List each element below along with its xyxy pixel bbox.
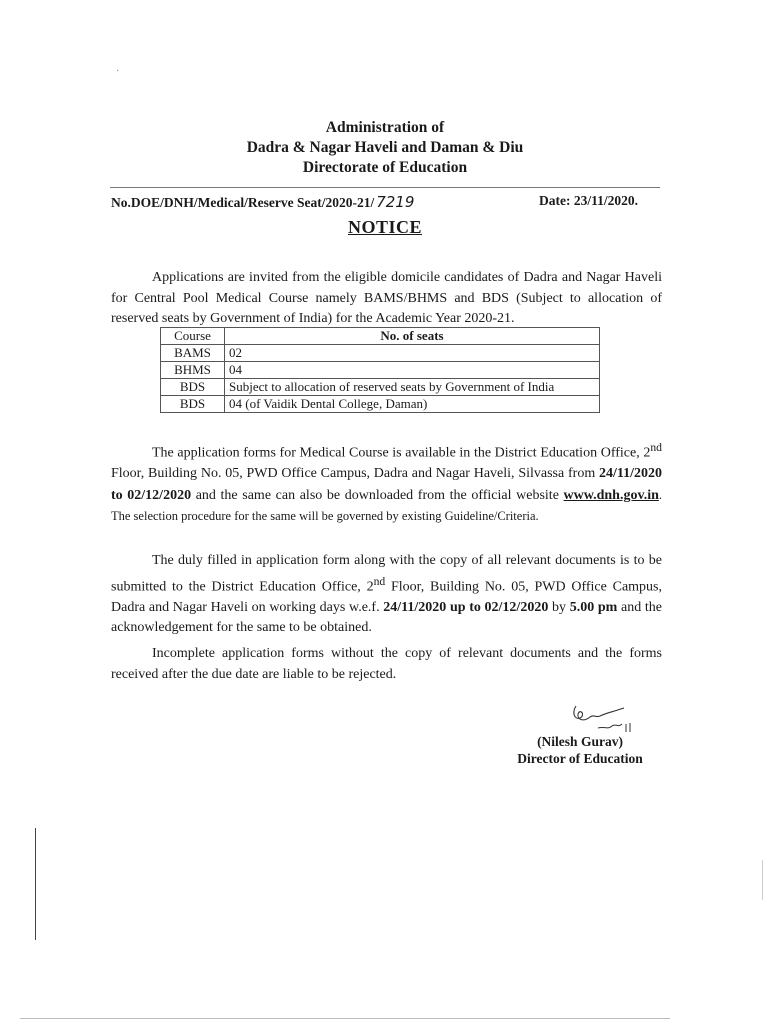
table-row [161,379,600,396]
website-link[interactable]: www.dnh.gov.in [563,487,659,503]
notice-title: NOTICE [347,217,422,237]
table-cell-seats: Subject to allocation of reserved seats by Government of India [225,379,600,396]
table-header-row [161,328,600,345]
signatory-block [510,733,650,767]
seats-table [160,327,600,413]
scan-edge-mark [35,828,36,940]
table-header-course: Course [161,328,225,345]
scan-edge-mark-right [762,860,763,900]
header-line-1: Administration of [325,119,445,136]
table-cell-seats: 04 [225,362,600,379]
scan-bottom-edge [20,1018,670,1019]
letterhead [0,118,770,178]
table-cell-course: BHMS [161,362,225,379]
para3-text-2: Floor, Building No. 05, PWD Office Campus, Dadra and Nagar Haveli on working days w.e.f. [111,579,662,615]
scan-speck: · [116,66,120,77]
paragraph-rejection: Incomplete application forms without the copy of relevant documents and the forms received after the due date are liable to be rejected. [111,646,662,682]
table-cell-seats: 04 (of Vaidik Dental College, Daman) [225,396,600,413]
para3-text-4: and the acknowledgement for the same to be obtained. [111,599,663,636]
para2-text-2: Floor, Building No. 05, PWD Office Campus, Dadra and Nagar Haveli, Silvassa from [111,466,599,482]
para3-superscript: nd [373,574,386,588]
reference-number-text: No.DOE/DNH/Medical/Reserve Seat/2020-21/ [111,195,375,210]
para3-text-3: by [548,599,570,615]
table-row [161,362,600,379]
table-cell-seats: 02 [225,345,600,362]
para2-text-1: The application forms for Medical Course is available in the District Education Office, 2 [152,445,651,461]
signatory-name: (Nilesh Gurav) [537,734,623,749]
table-header-seats: No. of seats [225,328,600,345]
paragraph-submission [111,551,662,639]
availability-dates: 24/11/2020 to 02/12/2020 [111,466,662,503]
table-cell-course: BAMS [161,345,225,362]
para2-superscript: nd [650,441,662,454]
table-cell-course: BDS [161,379,225,396]
notice-date: Date: 23/11/2020. [539,193,638,208]
table-row [161,345,600,362]
paragraph-invitation: Applications are invited from the eligible domicile candidates of Dadra and Nagar Haveli for Central Pool Medical Course namely BAMS/BHMS and BDS (Subject to allocation of reserved seats by Government of India) for the Academic Year 2020-21. [111,270,662,326]
submission-dates: 24/11/2020 up to 02/12/2020 [383,599,549,615]
para3-text-1: The duly filled in application form along with the copy of all relevant documents is to be submitted to the District Education Office, 2 [111,553,662,595]
table-cell-course: BDS [161,396,225,413]
signatory-title: Director of Education [517,751,643,766]
submission-time: 5.00 pm [569,599,618,615]
para2-text-3: and the same can also be downloaded from the official website [191,487,564,503]
header-rule [110,187,660,188]
table-row [161,396,600,413]
header-line-2: Dadra & Nagar Haveli and Daman & Diu [246,139,524,156]
reference-number [111,193,414,211]
header-line-3: Directorate of Education [302,159,468,176]
handwritten-number: 7219 [376,193,415,211]
para2-text-4: . The selection procedure for the same will be governed by existing Guideline/Criteria. [111,487,662,524]
paragraph-availability [111,438,662,528]
